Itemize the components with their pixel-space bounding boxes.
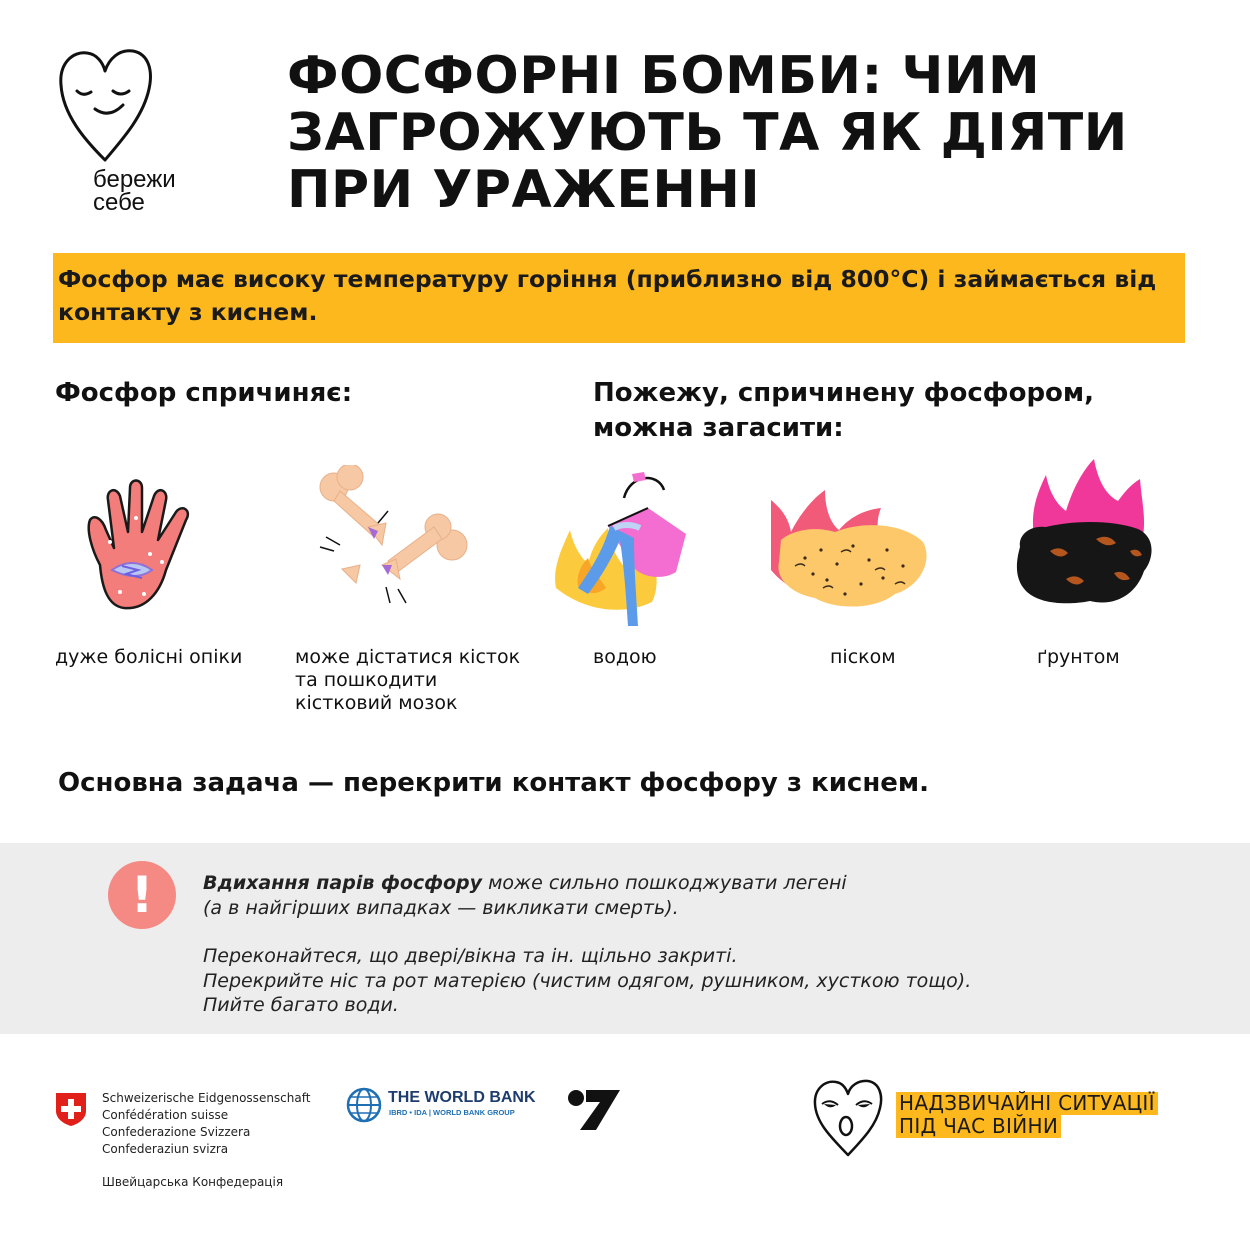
brand-name [93,168,176,214]
soil-fire-icon [1010,455,1160,615]
warning-line4: Перекрийте ніс та рот матерією (чистим одягом, рушником, хусткою тощо). [203,969,972,992]
smiling-heart-icon [55,45,155,165]
swiss-line2: Confédération suisse [102,1108,229,1122]
extinguish-heading-line2: можна загасити: [593,413,844,443]
warning-bold-lead: Вдихання парів фосфору [203,872,483,894]
shocked-heart-icon [812,1078,884,1158]
swiss-shield-icon [54,1091,88,1127]
series-label-line1: НАДЗВИЧАЙНІ СИТУАЦІЇ [896,1092,1158,1115]
info-banner [53,253,1185,343]
slash-mark-icon [566,1088,622,1130]
cause-caption-burns: дуже болісні опіки [55,646,243,668]
extinguish-caption-sand: піском [830,646,896,668]
banner-text: Фосфор має високу температуру горіння (приблизно від 800°C) і займається від контакту з киснем. [58,265,1157,326]
warning-line1 [203,871,1203,896]
water-bucket-fire-icon [548,468,698,633]
brand-name-line1: бережи [93,166,176,193]
warning-line2: (а в найгірших випадках — викликати смерть). [203,896,679,919]
swiss-line3: Confederazione Svizzera [102,1125,251,1139]
exclamation-icon: ! [108,861,176,929]
warning-line1-rest: може сильно пошкоджувати легені [482,872,847,894]
cause-caption-bones-line3: кістковий мозок [295,692,458,714]
cause-caption-bones [295,646,520,715]
extinguish-caption-water: водою [593,646,657,668]
world-bank-name: THE WORLD BANK [388,1089,536,1106]
page-title [287,48,1187,219]
sand-fire-icon [765,480,935,615]
brand-name-line2: себе [93,189,145,216]
title-line2: ЗАГРОЖУЮТЬ ТА ЯК ДІЯТИ [287,103,1128,163]
warning-line3: Переконайтеся, що двері/вікна та ін. щільно закриті. [203,945,738,967]
title-line3: ПРИ УРАЖЕННІ [287,160,761,220]
burned-hand-icon [80,470,205,625]
world-bank-subtitle: IBRD • IDA | WORLD BANK GROUP [389,1108,515,1117]
causes-heading: Фосфор спричиняє: [55,378,353,408]
swiss-confederation-names [102,1090,310,1158]
brand-logo [55,45,215,220]
main-task-text: Основна задача — перекрити контакт фосфору з киснем. [58,768,930,798]
swiss-line4: Confederaziun svizra [102,1142,229,1156]
swiss-line1: Schweizerische Eidgenossenschaft [102,1091,311,1105]
broken-bone-icon [312,465,477,615]
cause-caption-bones-line1: може дістатися кісток [295,646,521,668]
series-label-line2: ПІД ЧАС ВІЙНИ [896,1115,1061,1138]
world-bank-globe-icon [346,1087,382,1123]
warning-text [203,871,1203,1018]
extinguish-caption-soil: ґрунтом [1037,646,1120,668]
extinguish-heading [593,376,1153,446]
swiss-confederation-ukrainian: Швейцарська Конфедерація [102,1175,284,1189]
extinguish-heading-line1: Пожежу, спричинену фосфором, [593,378,1095,408]
warning-line5: Пийте багато води. [203,994,399,1016]
title-line1: ФОСФОРНІ БОМБИ: ЧИМ [287,46,1041,106]
cause-caption-bones-line2: та пошкодити [295,669,438,691]
